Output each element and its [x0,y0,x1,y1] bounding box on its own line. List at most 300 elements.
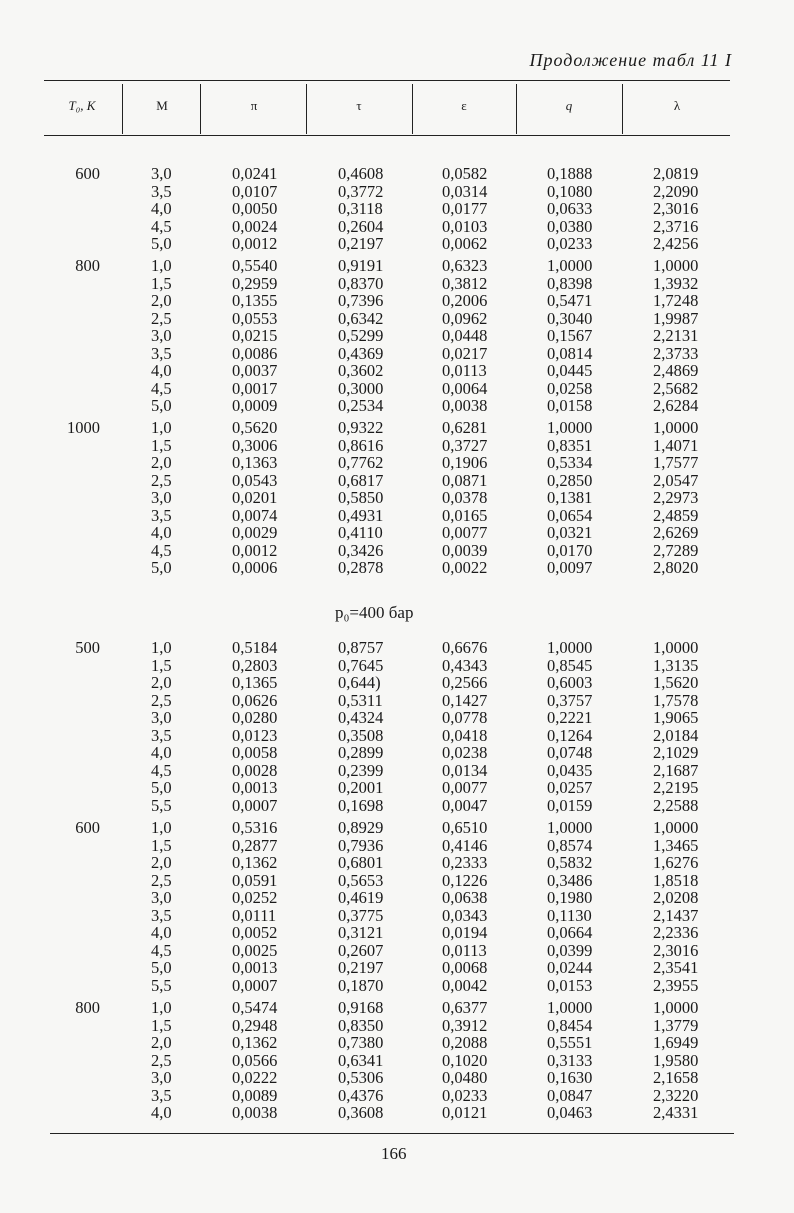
lambda-cell: 2,6269 [653,523,699,543]
q-cell: 0,3486 [547,870,593,890]
mach-cell: 2,5 [151,470,172,490]
pi-cell: 0,0038 [232,1103,278,1123]
epsilon-cell: 0,6323 [442,256,488,275]
mach-cell: 4,0 [151,199,172,219]
column-divider [306,84,307,134]
lambda-cell: 1,9580 [653,1050,699,1070]
pi-cell: 0,0024 [232,216,278,236]
epsilon-cell: 0,6510 [442,818,488,837]
stagnation-temperature-cell: 800 [75,256,100,275]
mach-cell: 1,0 [151,638,172,657]
epsilon-cell: 0,0064 [442,378,488,398]
epsilon-cell: 0,0778 [442,708,488,728]
pi-cell: 0,0074 [232,505,278,525]
epsilon-cell: 0,6281 [442,418,488,437]
lambda-cell: 1,6276 [653,853,699,873]
lambda-cell: 2,2090 [653,181,699,201]
q-cell: 0,0158 [547,396,593,416]
tau-cell: 0,9191 [338,256,384,275]
epsilon-cell: 0,0121 [442,1103,488,1123]
tau-cell: 0,4608 [338,164,384,183]
q-cell: 0,3040 [547,308,593,328]
pi-cell: 0,5620 [232,418,278,437]
mach-cell: 3,5 [151,181,172,201]
lambda-cell: 1,3779 [653,1015,699,1035]
stagnation-temperature-cell: 600 [75,164,100,183]
tau-cell: 0,9168 [338,998,384,1017]
epsilon-cell: 0,3912 [442,1015,488,1035]
lambda-cell: 1,3465 [653,835,699,855]
epsilon-cell: 0,0134 [442,760,488,780]
epsilon-cell: 0,1020 [442,1050,488,1070]
q-cell: 0,0399 [547,940,593,960]
pi-cell: 0,0252 [232,888,278,908]
mach-cell: 4,0 [151,361,172,381]
lambda-cell: 2,4869 [653,361,699,381]
q-cell: 0,0380 [547,216,593,236]
lambda-cell: 2,4256 [653,234,699,254]
tau-cell: 0,4376 [338,1085,384,1105]
pi-cell: 0,0006 [232,558,278,578]
lambda-cell: 2,3016 [653,940,699,960]
tau-cell: 0,3121 [338,923,384,943]
lambda-cell: 2,3016 [653,199,699,219]
epsilon-cell: 0,0077 [442,523,488,543]
mach-cell: 4,5 [151,940,172,960]
epsilon-cell: 0,0418 [442,725,488,745]
tau-cell: 0,2878 [338,558,384,578]
stagnation-temperature-cell: 600 [75,818,100,837]
lambda-cell: 1,9987 [653,308,699,328]
pi-cell: 0,5184 [232,638,278,657]
epsilon-cell: 0,0038 [442,396,488,416]
epsilon-cell: 0,3727 [442,435,488,455]
header-tau: τ [356,98,362,113]
mach-cell: 4,5 [151,540,172,560]
q-cell: 0,3133 [547,1050,593,1070]
mach-cell: 3,0 [151,326,172,346]
q-cell: 0,0153 [547,976,593,995]
tau-cell: 0,2607 [338,940,384,960]
tau-cell: 0,4619 [338,888,384,908]
stagnation-temperature-cell: 500 [75,638,100,657]
pi-cell: 0,0007 [232,976,278,995]
q-cell: 0,0159 [547,796,593,815]
tau-cell: 0,5299 [338,326,384,346]
mach-cell: 2,5 [151,870,172,890]
pi-cell: 0,0201 [232,488,278,508]
epsilon-cell: 0,3812 [442,273,488,293]
epsilon-cell: 0,2333 [442,853,488,873]
pi-cell: 0,1362 [232,853,278,873]
mach-cell: 4,0 [151,1103,172,1123]
pi-cell: 0,2959 [232,273,278,293]
epsilon-cell: 0,0103 [442,216,488,236]
epsilon-cell: 0,0962 [442,308,488,328]
pi-cell: 0,2877 [232,835,278,855]
tau-cell: 0,9322 [338,418,384,437]
epsilon-cell: 0,2006 [442,291,488,311]
pi-cell: 0,0241 [232,164,278,183]
mach-cell: 5,0 [151,778,172,798]
q-cell: 1,0000 [547,998,593,1017]
q-cell: 1,0000 [547,256,593,275]
lambda-cell: 1,3932 [653,273,699,293]
epsilon-cell: 0,1226 [442,870,488,890]
epsilon-cell: 0,0582 [442,164,488,183]
q-cell: 0,3757 [547,690,593,710]
lambda-cell: 2,2131 [653,326,699,346]
epsilon-cell: 0,0039 [442,540,488,560]
lambda-cell: 1,0000 [653,818,699,837]
pi-cell: 0,0012 [232,234,278,254]
mach-cell: 3,5 [151,1085,172,1105]
tau-cell: 0,2001 [338,778,384,798]
pi-cell: 0,0037 [232,361,278,381]
mach-cell: 3,5 [151,505,172,525]
q-cell: 1,0000 [547,818,593,837]
column-divider [412,84,413,134]
pi-cell: 0,2803 [232,655,278,675]
lambda-cell: 1,6949 [653,1033,699,1053]
section-label: p₀=400 бар [335,603,414,622]
mach-cell: 5,0 [151,234,172,254]
tau-cell: 0,7645 [338,655,384,675]
epsilon-cell: 0,0314 [442,181,488,201]
pi-cell: 0,0028 [232,760,278,780]
epsilon-cell: 0,0871 [442,470,488,490]
tau-cell: 0,2197 [338,958,384,978]
pi-cell: 0,0086 [232,343,278,363]
mach-cell: 2,0 [151,453,172,473]
lambda-cell: 2,2336 [653,923,699,943]
header-q: q [565,98,573,113]
mach-cell: 3,5 [151,725,172,745]
tau-cell: 0,7936 [338,835,384,855]
q-cell: 0,0445 [547,361,593,381]
epsilon-cell: 0,0378 [442,488,488,508]
stagnation-temperature-cell: 800 [75,998,100,1017]
mach-cell: 4,5 [151,378,172,398]
pi-cell: 0,1365 [232,673,278,693]
epsilon-cell: 0,0177 [442,199,488,219]
mach-cell: 2,0 [151,1033,172,1053]
epsilon-cell: 0,0343 [442,905,488,925]
tau-cell: 0,3000 [338,378,384,398]
mach-cell: 4,0 [151,743,172,763]
page-number: 166 [381,1144,407,1163]
lambda-cell: 1,9065 [653,708,699,728]
pi-cell: 0,1362 [232,1033,278,1053]
lambda-cell: 1,5620 [653,673,699,693]
epsilon-cell: 0,0233 [442,1085,488,1105]
mach-cell: 2,0 [151,673,172,693]
lambda-cell: 2,3955 [653,976,699,995]
lambda-cell: 1,8518 [653,870,699,890]
pi-cell: 0,0089 [232,1085,278,1105]
q-cell: 0,8545 [547,655,593,675]
mach-cell: 5,5 [151,796,172,815]
pi-cell: 0,3006 [232,435,278,455]
mach-cell: 5,0 [151,558,172,578]
lambda-cell: 1,3135 [653,655,699,675]
pi-cell: 0,0107 [232,181,278,201]
q-cell: 0,8454 [547,1015,593,1035]
q-cell: 0,8398 [547,273,593,293]
epsilon-cell: 0,0165 [442,505,488,525]
mach-cell: 1,5 [151,1015,172,1035]
q-cell: 0,1130 [547,905,592,925]
tau-cell: 0,8929 [338,818,384,837]
lambda-cell: 2,2973 [653,488,699,508]
epsilon-cell: 0,0238 [442,743,488,763]
header-mach: M [156,98,168,113]
header-lambda: λ [673,98,681,113]
mach-cell: 1,5 [151,273,172,293]
pi-cell: 0,5540 [232,256,278,275]
header-epsilon: ε [461,98,467,113]
header-bottom-rule [44,135,730,136]
epsilon-cell: 0,4343 [442,655,488,675]
lambda-cell: 2,1658 [653,1068,699,1088]
header-pi: π [250,98,258,113]
stagnation-temperature-cell: 1000 [67,418,100,437]
epsilon-cell: 0,0480 [442,1068,488,1088]
pi-cell: 0,0553 [232,308,278,328]
lambda-cell: 2,3733 [653,343,699,363]
column-divider [622,84,623,134]
tau-cell: 0,5306 [338,1068,384,1088]
tau-cell: 0,3602 [338,361,384,381]
tau-cell: 0,8370 [338,273,384,293]
tau-cell: 0,3775 [338,905,384,925]
tau-cell: 0,2197 [338,234,384,254]
q-cell: 1,0000 [547,418,593,437]
tau-cell: 0,4931 [338,505,384,525]
pi-cell: 0,0012 [232,540,278,560]
lambda-cell: 2,0184 [653,725,699,745]
epsilon-cell: 0,0042 [442,976,488,995]
epsilon-cell: 0,0638 [442,888,488,908]
tau-cell: 0,5311 [338,690,383,710]
mach-cell: 4,5 [151,216,172,236]
lambda-cell: 2,4331 [653,1103,699,1123]
pi-cell: 0,0013 [232,958,278,978]
lambda-cell: 2,1687 [653,760,699,780]
q-cell: 0,8351 [547,435,593,455]
tau-cell: 0,4324 [338,708,384,728]
q-cell: 0,1630 [547,1068,593,1088]
epsilon-cell: 0,0113 [442,361,487,381]
pi-cell: 0,0050 [232,199,278,219]
epsilon-cell: 0,0194 [442,923,488,943]
mach-cell: 3,0 [151,708,172,728]
lambda-cell: 1,0000 [653,256,699,275]
q-cell: 0,0233 [547,234,593,254]
pi-cell: 0,0025 [232,940,278,960]
epsilon-cell: 0,0448 [442,326,488,346]
column-divider [122,84,123,134]
epsilon-cell: 0,1906 [442,453,488,473]
pi-cell: 0,1363 [232,453,278,473]
mach-cell: 3,5 [151,905,172,925]
epsilon-cell: 0,6377 [442,998,488,1017]
lambda-cell: 1,0000 [653,998,699,1017]
pi-cell: 0,5474 [232,998,278,1017]
mach-cell: 2,0 [151,291,172,311]
lambda-cell: 2,3541 [653,958,699,978]
mach-cell: 1,5 [151,435,172,455]
q-cell: 0,6003 [547,673,593,693]
tau-cell: 0,7762 [338,453,384,473]
q-cell: 0,8574 [547,835,593,855]
q-cell: 0,5832 [547,853,593,873]
tau-cell: 0,3508 [338,725,384,745]
mach-cell: 2,5 [151,308,172,328]
pi-cell: 0,0007 [232,796,278,815]
epsilon-cell: 0,4146 [442,835,488,855]
table-top-rule [44,80,730,81]
epsilon-cell: 0,0022 [442,558,488,578]
tau-cell: 0,3772 [338,181,384,201]
q-cell: 0,0814 [547,343,593,363]
tau-cell: 0,4110 [338,523,383,543]
q-cell: 0,0244 [547,958,593,978]
tau-cell: 0,4369 [338,343,384,363]
mach-cell: 1,0 [151,418,172,437]
column-divider [200,84,201,134]
tau-cell: 0,3118 [338,199,383,219]
tau-cell: 0,6342 [338,308,384,328]
mach-cell: 4,0 [151,523,172,543]
q-cell: 0,0633 [547,199,593,219]
q-cell: 0,0257 [547,778,593,798]
tau-cell: 0,5653 [338,870,384,890]
mach-cell: 1,0 [151,818,172,837]
header-t0: T₀, K [68,98,96,113]
lambda-cell: 1,7248 [653,291,699,311]
mach-cell: 1,0 [151,998,172,1017]
q-cell: 0,1888 [547,164,593,183]
q-cell: 0,1381 [547,488,593,508]
mach-cell: 5,0 [151,958,172,978]
epsilon-cell: 0,0077 [442,778,488,798]
lambda-cell: 2,0547 [653,470,699,490]
tau-cell: 0,2604 [338,216,384,236]
q-cell: 0,1980 [547,888,593,908]
lambda-cell: 2,8020 [653,558,699,578]
mach-cell: 3,0 [151,164,172,183]
pi-cell: 0,0111 [232,905,277,925]
q-cell: 0,0664 [547,923,593,943]
pi-cell: 0,0215 [232,326,278,346]
mach-cell: 4,0 [151,923,172,943]
lambda-cell: 2,4859 [653,505,699,525]
q-cell: 0,2850 [547,470,593,490]
q-cell: 0,0097 [547,558,593,578]
lambda-cell: 1,7577 [653,453,699,473]
pi-cell: 0,0626 [232,690,278,710]
mach-cell: 5,5 [151,976,172,995]
pi-cell: 0,0543 [232,470,278,490]
tau-cell: 0,2899 [338,743,384,763]
lambda-cell: 2,5682 [653,378,699,398]
mach-cell: 1,5 [151,835,172,855]
lambda-cell: 1,4071 [653,435,699,455]
tau-cell: 0,6817 [338,470,384,490]
epsilon-cell: 0,0047 [442,796,488,815]
pi-cell: 0,0123 [232,725,278,745]
pi-cell: 0,0013 [232,778,278,798]
tau-cell: 0,7380 [338,1033,384,1053]
lambda-cell: 2,0819 [653,164,699,183]
q-cell: 0,0654 [547,505,593,525]
column-divider [516,84,517,134]
tau-cell: 0,8350 [338,1015,384,1035]
tau-cell: 0,8757 [338,638,384,657]
lambda-cell: 2,2195 [653,778,699,798]
q-cell: 0,0435 [547,760,593,780]
mach-cell: 2,0 [151,853,172,873]
pi-cell: 0,0029 [232,523,278,543]
mach-cell: 1,5 [151,655,172,675]
pi-cell: 0,0566 [232,1050,278,1070]
pi-cell: 0,0280 [232,708,278,728]
tau-cell: 0,2399 [338,760,384,780]
q-cell: 0,0258 [547,378,593,398]
table-caption: Продолжение табл 11 I [529,50,732,70]
pi-cell: 0,5316 [232,818,278,837]
epsilon-cell: 0,2088 [442,1033,488,1053]
lambda-cell: 2,1029 [653,743,699,763]
mach-cell: 2,5 [151,690,172,710]
mach-cell: 3,0 [151,1068,172,1088]
q-cell: 0,0321 [547,523,593,543]
lambda-cell: 2,7289 [653,540,699,560]
epsilon-cell: 0,0062 [442,234,488,254]
mach-cell: 1,0 [151,256,172,275]
tau-cell: 0,644) [338,673,381,693]
lambda-cell: 2,6284 [653,396,699,416]
epsilon-cell: 0,2566 [442,673,488,693]
pi-cell: 0,1355 [232,291,278,311]
lambda-cell: 2,3716 [653,216,699,236]
tau-cell: 0,6801 [338,853,384,873]
epsilon-cell: 0,1427 [442,690,488,710]
q-cell: 0,5334 [547,453,593,473]
tau-cell: 0,3426 [338,540,384,560]
lambda-cell: 1,0000 [653,418,699,437]
pi-cell: 0,0052 [232,923,278,943]
mach-cell: 4,5 [151,760,172,780]
tau-cell: 0,6341 [338,1050,384,1070]
mach-cell: 5,0 [151,396,172,416]
lambda-cell: 1,7578 [653,690,699,710]
epsilon-cell: 0,0068 [442,958,488,978]
tau-cell: 0,5850 [338,488,384,508]
q-cell: 0,0170 [547,540,593,560]
pi-cell: 0,0017 [232,378,278,398]
tau-cell: 0,1870 [338,976,384,995]
pi-cell: 0,0591 [232,870,278,890]
lambda-cell: 2,3220 [653,1085,699,1105]
epsilon-cell: 0,0217 [442,343,488,363]
tau-cell: 0,2534 [338,396,384,416]
mach-cell: 3,5 [151,343,172,363]
mach-cell: 3,0 [151,488,172,508]
pi-cell: 0,0009 [232,396,278,416]
tau-cell: 0,8616 [338,435,384,455]
